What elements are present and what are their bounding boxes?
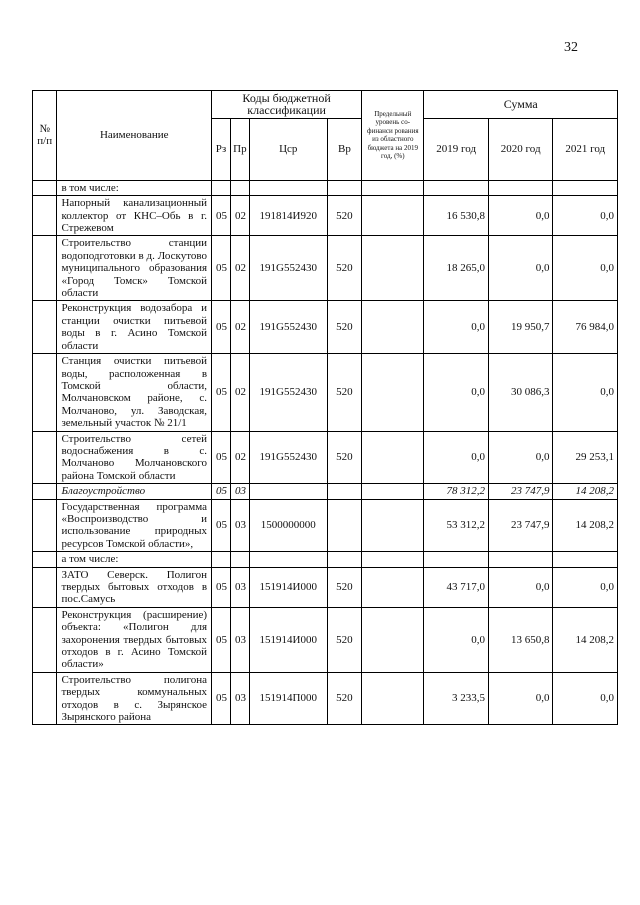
level-cell xyxy=(362,354,424,431)
num-cell xyxy=(33,196,57,236)
sum-2019-cell: 0,0 xyxy=(424,607,489,672)
csr-cell: 191814И920 xyxy=(249,196,327,236)
level-cell xyxy=(362,499,424,552)
num-cell xyxy=(33,301,57,354)
sum-2019-cell: 53 312,2 xyxy=(424,499,489,552)
vr-cell xyxy=(327,484,361,499)
header-num: № п/п xyxy=(33,91,57,181)
pr-cell xyxy=(230,552,249,567)
table-row xyxy=(33,607,618,672)
sum-2020-cell: 0,0 xyxy=(488,196,553,236)
sum-2021-cell: 0,0 xyxy=(553,196,618,236)
csr-cell xyxy=(249,552,327,567)
table-row xyxy=(33,236,618,301)
vr-cell xyxy=(327,180,361,195)
name-cell: Государственная программа «Воспроизводство и использование природных ресурсов Томской области», xyxy=(57,499,212,552)
rz-cell: 05 xyxy=(212,607,231,672)
num-cell xyxy=(33,552,57,567)
header-2020: 2020 год xyxy=(488,118,553,180)
num-cell xyxy=(33,607,57,672)
rz-cell: 05 xyxy=(212,484,231,499)
level-cell xyxy=(362,567,424,607)
name-cell: а том числе: xyxy=(57,552,212,567)
num-cell xyxy=(33,672,57,725)
page-number: 32 xyxy=(564,40,578,55)
sum-2021-cell: 0,0 xyxy=(553,354,618,431)
pr-cell: 03 xyxy=(230,672,249,725)
header-sum: Сумма xyxy=(424,91,618,119)
sum-2020-cell: 0,0 xyxy=(488,567,553,607)
num-cell xyxy=(33,236,57,301)
num-cell xyxy=(33,484,57,499)
csr-cell: 151914П000 xyxy=(249,672,327,725)
pr-cell: 02 xyxy=(230,431,249,484)
table-row xyxy=(33,552,618,567)
rz-cell xyxy=(212,180,231,195)
rz-cell: 05 xyxy=(212,196,231,236)
sum-2020-cell: 30 086,3 xyxy=(488,354,553,431)
name-cell: Строительство полигона твердых коммунальных отходов в с. Зырянское Зырянского района xyxy=(57,672,212,725)
pr-cell: 03 xyxy=(230,484,249,499)
table-row xyxy=(33,196,618,236)
name-cell: Реконструкция водозабора и станции очистки питьевой воды в г. Асино Томской области xyxy=(57,301,212,354)
level-cell xyxy=(362,196,424,236)
header-name: Наименование xyxy=(57,91,212,181)
vr-cell xyxy=(327,499,361,552)
table-row xyxy=(33,499,618,552)
vr-cell: 520 xyxy=(327,672,361,725)
pr-cell xyxy=(230,180,249,195)
level-cell xyxy=(362,180,424,195)
level-cell xyxy=(362,431,424,484)
csr-cell: 191G552430 xyxy=(249,301,327,354)
num-cell xyxy=(33,499,57,552)
level-cell xyxy=(362,672,424,725)
rz-cell: 05 xyxy=(212,431,231,484)
sum-2021-cell: 14 208,2 xyxy=(553,607,618,672)
pr-cell: 02 xyxy=(230,196,249,236)
vr-cell: 520 xyxy=(327,236,361,301)
name-cell: Реконструкция (расширение) объекта: «Полигон для захоронения твердых бытовых отходов в г. Асино Томской области» xyxy=(57,607,212,672)
header-2021: 2021 год xyxy=(553,118,618,180)
budget-table xyxy=(32,90,618,725)
num-cell xyxy=(33,354,57,431)
sum-2021-cell: 0,0 xyxy=(553,236,618,301)
vr-cell: 520 xyxy=(327,431,361,484)
vr-cell: 520 xyxy=(327,301,361,354)
level-cell xyxy=(362,552,424,567)
sum-2020-cell xyxy=(488,180,553,195)
sum-2021-cell: 0,0 xyxy=(553,672,618,725)
csr-cell: 151914И000 xyxy=(249,607,327,672)
level-cell xyxy=(362,607,424,672)
rz-cell: 05 xyxy=(212,236,231,301)
sum-2019-cell: 0,0 xyxy=(424,301,489,354)
pr-cell: 03 xyxy=(230,607,249,672)
sum-2021-cell xyxy=(553,180,618,195)
sum-2019-cell: 0,0 xyxy=(424,354,489,431)
rz-cell: 05 xyxy=(212,354,231,431)
name-cell: Благоустройство xyxy=(57,484,212,499)
level-cell xyxy=(362,236,424,301)
sum-2019-cell xyxy=(424,552,489,567)
sum-2019-cell: 43 717,0 xyxy=(424,567,489,607)
vr-cell: 520 xyxy=(327,607,361,672)
rz-cell: 05 xyxy=(212,567,231,607)
sum-2020-cell xyxy=(488,552,553,567)
csr-cell: 1500000000 xyxy=(249,499,327,552)
table-row xyxy=(33,672,618,725)
sum-2019-cell: 78 312,2 xyxy=(424,484,489,499)
name-cell: Напорный канализационный коллектор от КНС–Обь в г. Стрежевом xyxy=(57,196,212,236)
rz-cell: 05 xyxy=(212,499,231,552)
sum-2020-cell: 0,0 xyxy=(488,672,553,725)
pr-cell: 02 xyxy=(230,354,249,431)
name-cell: ЗАТО Северск. Полигон твердых бытовых отходов в пос.Самусь xyxy=(57,567,212,607)
rz-cell xyxy=(212,552,231,567)
sum-2021-cell xyxy=(553,552,618,567)
sum-2020-cell: 19 950,7 xyxy=(488,301,553,354)
sum-2020-cell: 13 650,8 xyxy=(488,607,553,672)
sum-2019-cell: 18 265,0 xyxy=(424,236,489,301)
header-2019: 2019 год xyxy=(424,118,489,180)
num-cell xyxy=(33,567,57,607)
pr-cell: 03 xyxy=(230,567,249,607)
pr-cell: 03 xyxy=(230,499,249,552)
sum-2019-cell: 3 233,5 xyxy=(424,672,489,725)
vr-cell xyxy=(327,552,361,567)
vr-cell: 520 xyxy=(327,354,361,431)
name-cell: Строительство сетей водоснабжения в с. Молчаново Молчановского района Томской области xyxy=(57,431,212,484)
table-row xyxy=(33,484,618,499)
header-rz: Рз xyxy=(212,118,231,180)
sum-2021-cell: 0,0 xyxy=(553,567,618,607)
sum-2020-cell: 0,0 xyxy=(488,431,553,484)
sum-2021-cell: 29 253,1 xyxy=(553,431,618,484)
pr-cell: 02 xyxy=(230,301,249,354)
sum-2021-cell: 76 984,0 xyxy=(553,301,618,354)
csr-cell: 151914И000 xyxy=(249,567,327,607)
sum-2019-cell xyxy=(424,180,489,195)
name-cell: в том числе: xyxy=(57,180,212,195)
sum-2020-cell: 0,0 xyxy=(488,236,553,301)
sum-2021-cell: 14 208,2 xyxy=(553,484,618,499)
header-csr: Цср xyxy=(249,118,327,180)
csr-cell xyxy=(249,180,327,195)
level-cell xyxy=(362,301,424,354)
name-cell: Строительство станции водоподготовки в д. Лоскутово муниципального образования «Город Томск» Томской области xyxy=(57,236,212,301)
sum-2020-cell: 23 747,9 xyxy=(488,499,553,552)
csr-cell xyxy=(249,484,327,499)
num-cell xyxy=(33,180,57,195)
vr-cell: 520 xyxy=(327,196,361,236)
csr-cell: 191G552430 xyxy=(249,354,327,431)
table-row xyxy=(33,431,618,484)
name-cell: Станция очистки питьевой воды, расположенная в Томской области, Молчановском районе, с. Молчаново, ул. Заводская, земельный участок № 21/1 xyxy=(57,354,212,431)
level-cell xyxy=(362,484,424,499)
csr-cell: 191G552430 xyxy=(249,236,327,301)
table-row xyxy=(33,354,618,431)
header-pr: Пр xyxy=(230,118,249,180)
vr-cell: 520 xyxy=(327,567,361,607)
num-cell xyxy=(33,431,57,484)
table-row xyxy=(33,180,618,195)
sum-2019-cell: 0,0 xyxy=(424,431,489,484)
header-vr: Вр xyxy=(327,118,361,180)
pr-cell: 02 xyxy=(230,236,249,301)
table-row xyxy=(33,301,618,354)
table-row xyxy=(33,567,618,607)
csr-cell: 191G552430 xyxy=(249,431,327,484)
rz-cell: 05 xyxy=(212,672,231,725)
rz-cell: 05 xyxy=(212,301,231,354)
sum-2019-cell: 16 530,8 xyxy=(424,196,489,236)
header-level: Предельный уровень со-финанси рования из областного бюджета на 2019 год, (%) xyxy=(362,91,424,181)
sum-2020-cell: 23 747,9 xyxy=(488,484,553,499)
header-codes: Коды бюджетной классификации xyxy=(212,91,362,119)
sum-2021-cell: 14 208,2 xyxy=(553,499,618,552)
